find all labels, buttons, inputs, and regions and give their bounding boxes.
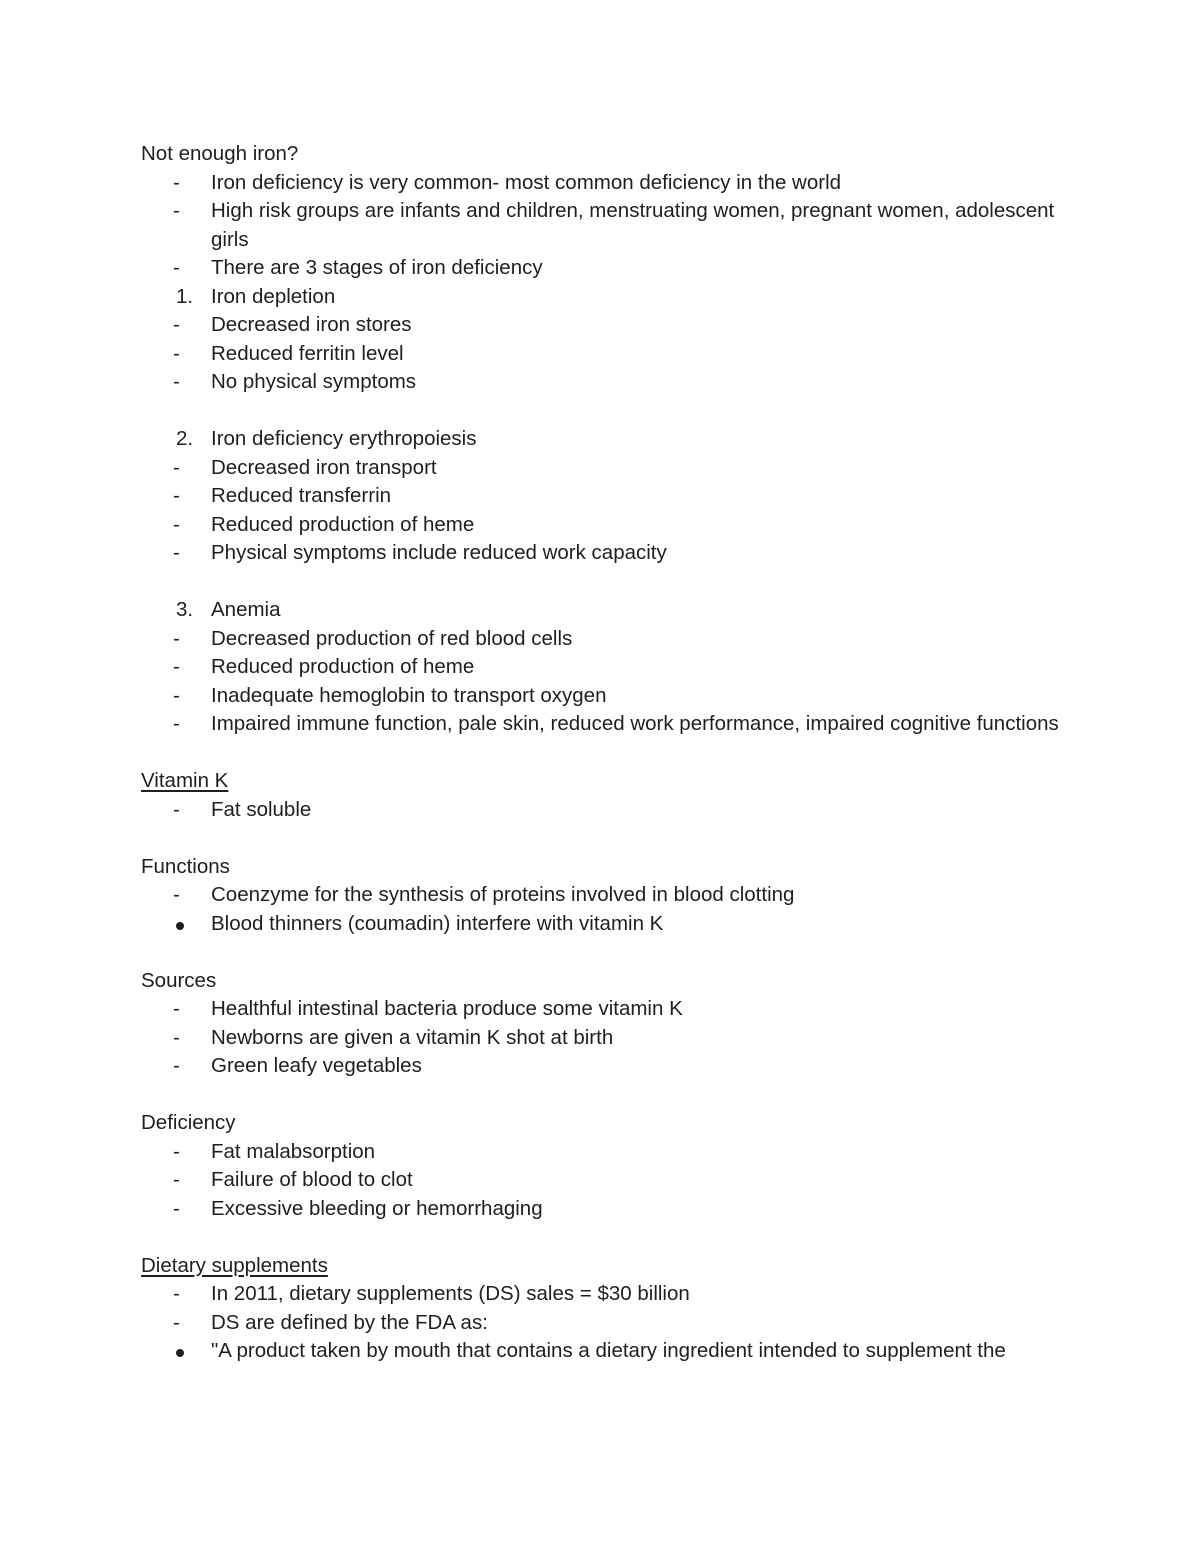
dash-marker: -	[173, 712, 180, 735]
dash-marker: -	[173, 1196, 180, 1220]
bullet-item	[141, 1337, 1061, 1366]
list-item	[141, 796, 1061, 825]
list-item	[141, 710, 1061, 739]
list-item	[141, 197, 1061, 254]
list-item	[141, 881, 1061, 910]
vitamin-k-heading-text: Vitamin K	[141, 769, 229, 792]
list-item-text: There are 3 stages of iron deficiency	[211, 256, 543, 279]
dash-marker: -	[173, 199, 180, 222]
spacer	[141, 938, 1061, 967]
deficiency-heading: Deficiency	[141, 1111, 236, 1134]
list-item	[141, 169, 1061, 198]
list-item	[141, 1052, 1061, 1081]
bullet-item-text: "A product taken by mouth that contains a dietary ingredient intended to supplement the	[211, 1339, 1006, 1362]
dash-marker: -	[173, 626, 180, 650]
list-item	[141, 539, 1061, 568]
list-item	[141, 340, 1061, 369]
dash-marker: -	[173, 1282, 180, 1305]
dash-marker: -	[173, 1054, 180, 1077]
list-item-text: Excessive bleeding or hemorrhaging	[211, 1196, 543, 1220]
list-item-text: Reduced ferritin level	[211, 341, 404, 365]
dash-marker: -	[173, 655, 180, 678]
bullet-item-text: Blood thinners (coumadin) interfere with vitamin K	[211, 911, 664, 935]
dash-marker: -	[173, 1025, 180, 1049]
list-item-text: Fat soluble	[211, 797, 312, 821]
stage-number: 3.	[176, 598, 194, 621]
list-item-text: Newborns are given a vitamin K shot at birth	[211, 1025, 614, 1049]
list-item-text: Physical symptoms include reduced work capacity	[211, 541, 667, 564]
stage-title	[141, 425, 1061, 454]
iron-heading: Not enough iron?	[141, 142, 299, 165]
list-item-text: Decreased iron stores	[211, 313, 412, 336]
list-item	[141, 454, 1061, 483]
spacer	[141, 397, 1061, 426]
dash-marker: -	[173, 683, 180, 707]
list-item	[141, 254, 1061, 283]
list-item-text: Reduced production of heme	[211, 512, 475, 536]
spacer	[141, 568, 1061, 597]
list-item-text: Healthful intestinal bacteria produce some vitamin K	[211, 997, 683, 1020]
spacer	[141, 824, 1061, 853]
spacer	[141, 1081, 1061, 1110]
dash-marker: -	[173, 370, 180, 393]
stage-title	[141, 596, 1061, 625]
list-item-text: High risk groups are infants and children, menstruating women, pregnant women, adolescent girls	[211, 199, 1055, 251]
list-item-text: Reduced production of heme	[211, 655, 475, 678]
functions-heading: Functions	[141, 854, 230, 878]
list-item	[141, 625, 1061, 654]
list-item-text: Green leafy vegetables	[211, 1054, 422, 1077]
list-item	[141, 1309, 1061, 1338]
list-item-text: Coenzyme for the synthesis of proteins involved in blood clotting	[211, 883, 795, 906]
dash-marker: -	[173, 1310, 180, 1334]
dash-marker: -	[173, 484, 180, 507]
dash-marker: -	[173, 797, 180, 821]
list-item-text: No physical symptoms	[211, 370, 417, 393]
stage-title	[141, 283, 1061, 312]
list-item	[141, 653, 1061, 682]
stage-title-text: Iron deficiency erythropoiesis	[211, 427, 477, 450]
list-item-text: DS are defined by the FDA as:	[211, 1310, 488, 1334]
list-item	[141, 1166, 1061, 1195]
list-item	[141, 511, 1061, 540]
list-item-text: Impaired immune function, pale skin, reduced work performance, impaired cognitive functions	[211, 712, 1059, 735]
stage-title-text: Anemia	[211, 598, 281, 621]
vitamin-k-heading	[141, 767, 1061, 796]
bullet-item	[141, 910, 1061, 939]
dash-marker: -	[173, 256, 180, 279]
list-item	[141, 682, 1061, 711]
document-content	[141, 140, 1061, 1366]
list-item-text: Fat malabsorption	[211, 1139, 376, 1163]
dash-marker: -	[173, 541, 180, 564]
dash-marker: -	[173, 455, 180, 479]
supplements-heading	[141, 1252, 1061, 1281]
dash-marker: -	[173, 883, 180, 906]
list-item-text: Failure of blood to clot	[211, 1168, 413, 1191]
list-item	[141, 1024, 1061, 1053]
spacer	[141, 1223, 1061, 1252]
list-item	[141, 1280, 1061, 1309]
list-item-text: In 2011, dietary supplements (DS) sales = $30 billion	[211, 1282, 690, 1305]
stage-number: 1.	[176, 284, 194, 308]
list-item-text: Iron deficiency is very common- most common deficiency in the world	[211, 170, 842, 194]
list-item	[141, 1138, 1061, 1167]
dash-marker: -	[173, 170, 180, 194]
dash-marker: -	[173, 1168, 180, 1191]
list-item	[141, 1195, 1061, 1224]
list-item	[141, 995, 1061, 1024]
supplements-heading-text: Dietary supplements	[141, 1253, 328, 1277]
list-item	[141, 482, 1061, 511]
dash-marker: -	[173, 997, 180, 1020]
dash-marker: -	[173, 512, 180, 536]
spacer	[141, 739, 1061, 768]
list-item	[141, 311, 1061, 340]
list-item	[141, 368, 1061, 397]
dash-marker: -	[173, 341, 180, 365]
stage-number: 2.	[176, 427, 194, 450]
stage-title-text: Iron depletion	[211, 284, 336, 308]
sources-heading: Sources	[141, 968, 217, 992]
list-item-text: Reduced transferrin	[211, 484, 392, 507]
dash-marker: -	[173, 313, 180, 336]
dash-marker: -	[173, 1139, 180, 1163]
list-item-text: Decreased iron transport	[211, 455, 437, 479]
list-item-text: Decreased production of red blood cells	[211, 626, 573, 650]
list-item-text: Inadequate hemoglobin to transport oxygen	[211, 683, 607, 707]
